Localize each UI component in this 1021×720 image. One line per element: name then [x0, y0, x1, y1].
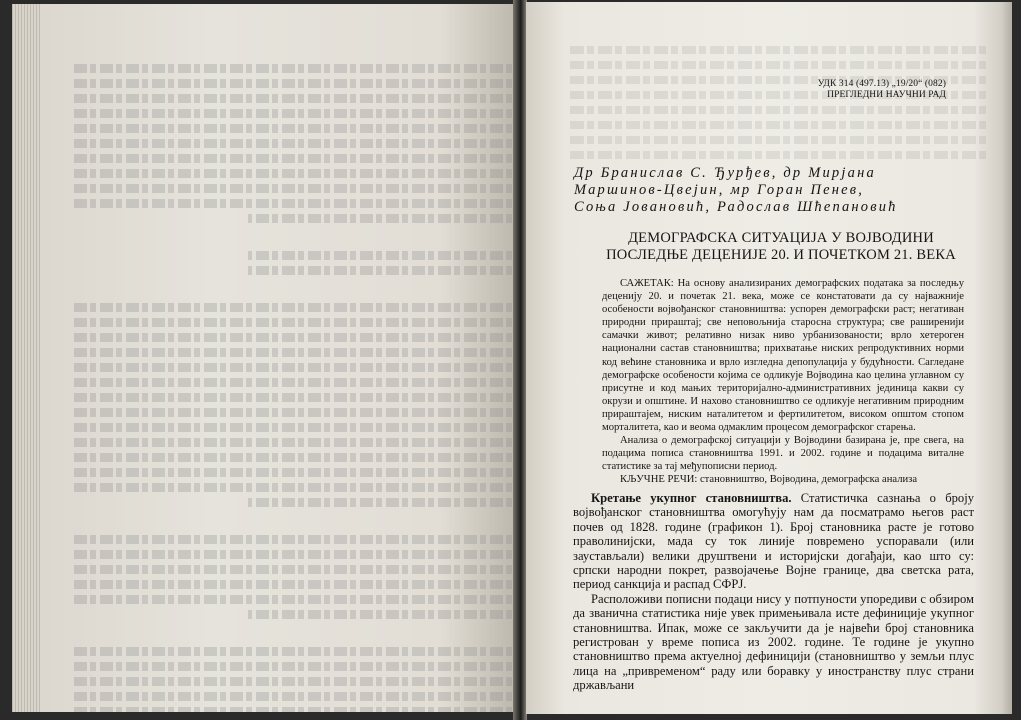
keywords: КЉУЧНЕ РЕЧИ: становништво, Војводина, демографска анализа [620, 474, 918, 486]
title-line: ДЕМОГРАФСКА СИТУАЦИЈА У ВОЈВОДИНИ [628, 230, 934, 246]
book-spine [513, 0, 527, 720]
section-heading: Кретање укупног становништва. [591, 491, 792, 505]
author-list [574, 165, 934, 216]
body-paragraph: Расположиви пописни подаци нису у потпуности упоредиви с обзиром да званична статистика није увек примењивала исте дефиниције укупног становништва. Ипак, може се закључити да је највећи број становника регистрован у време пописа из 2002. године. Те године је укупно становништво према актуелној дефиницији (становништво у земљи плус лица на „привременом“ раду или боравку у иностранству плус страни држављани [573, 591, 974, 693]
page-edges [12, 4, 40, 712]
bleed-through-text [72, 64, 512, 664]
abstract-paragraph: САЖЕТАК: На основу анализираних демографских података за последњу деценију 20. и почетак 21. века, може се констатовати да су најважније особености војвођанског становништва: успорен демографски раст; негативан природни прираштај; све неповољнија старосна структура; све раширенији самачки живот; релативно низак ниво урбанизованости; врло хетероген национални састав становништва; прихватање ниских репродуктивних норми код већине становника и врло изгледна депопулација у будућности. Сагледане демографске особености којима се одликује Војводина као целина углавном су присутне и код мањих територијално-административних јединица какви су окрузи и општине. И нахово становништво се одликује негативним природним прираштајем, ниским наталитетом и фертилитетом, високом општом стопом морталитета, као и веома одмаклим процесом демографског старења. [602, 278, 964, 434]
right-page [526, 2, 1012, 714]
classification-header [818, 79, 946, 101]
left-page [12, 4, 515, 712]
bleed-through-text [566, 46, 986, 176]
page-edge-shadow [1002, 2, 1012, 714]
title-line: ПОСЛЕДЊЕ ДЕЦЕНИЈЕ 20. И ПОЧЕТКОМ 21. ВЕКА [606, 247, 956, 263]
paper-title [576, 230, 986, 264]
paragraph-text: Статистичка сазнања о броју војвођанског становништва омогућују нам да посматрамо његов раст почев од 1828. године (графикон 1). Број становника расте је готово праволинијски, мада су ток линије повремено успоравали (или заустављали) велики друштвени и историјски догађаји, као што су: српски народни покрет, развојачење Војне границе, два светска рата, период санкција и распад СФРЈ. [573, 491, 974, 592]
author-line: Др Бранислав С. Ђурђев, др Мирјана [574, 165, 876, 181]
abstract [602, 277, 964, 487]
body-paragraph [573, 491, 974, 592]
author-line: Маршинов-Цвејин, мр Горан Пенев, [574, 182, 865, 198]
udk-code: УДК 314 (497.13) „19/20“ (082) [817, 79, 946, 89]
abstract-paragraph: Анализа о демографској ситуацији у Војводини базирана је, пре свега, на подацима пописа становништва 1991. и 2002. године и подацима виталне статистике за тај међупописни период. [602, 435, 964, 473]
paper-type: ПРЕГЛЕДНИ НАУЧНИ РАД [827, 90, 946, 100]
body-text [573, 491, 974, 693]
author-line: Соња Јовановић, Радослав Шћепановић [574, 199, 898, 215]
